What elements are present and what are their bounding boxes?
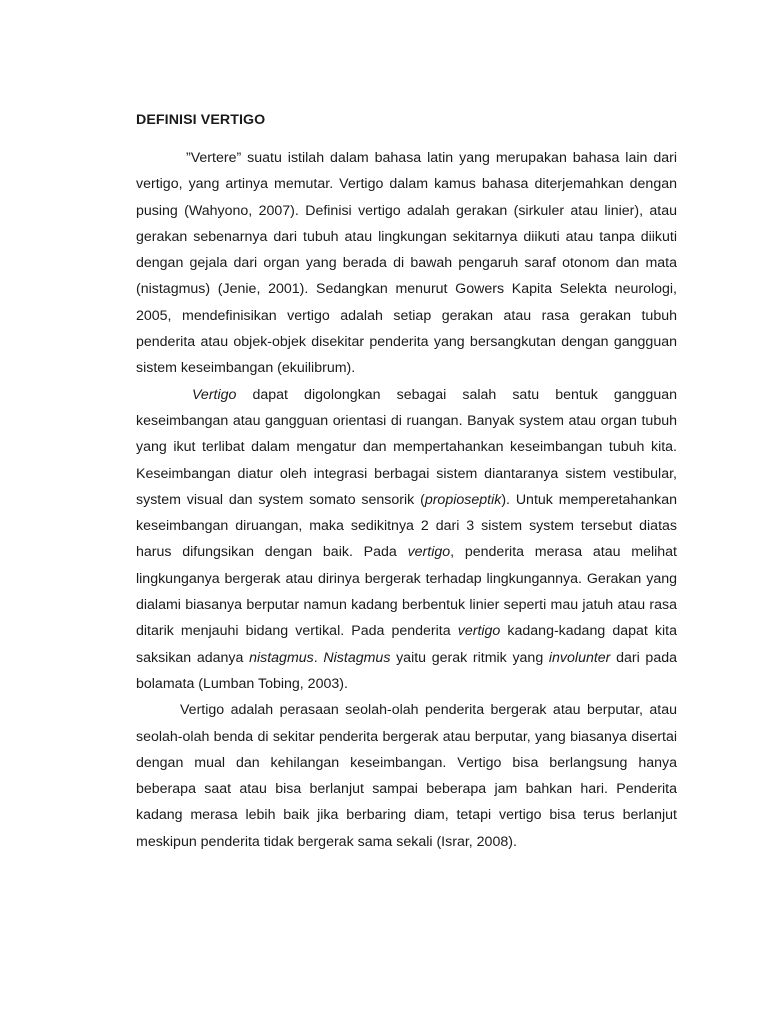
- italic-term: vertigo: [407, 544, 451, 561]
- text-run: ”Vertere” suatu istilah dalam bahasa latin yang merupakan bahasa lain dari vertigo, yang artinya memutar. Vertigo dalam kamus bahasa diterjemahkan dengan pusing (Wahyono, 2007). Definisi vertigo adalah gerakan (sirkuler atau linier), atau gerakan sebenarnya dari tubuh atau lingkungan sekitarnya diikuti atau tanpa diikuti dengan gejala dari organ yang berada di bawah pengaruh saraf otonom dan mata (nistagmus) (Jenie, 2001). Sedangkan menurut Gowers Kapita Selekta neurologi, 2005, mendefinisikan vertigo adalah setiap gerakan atau rasa gerakan tubuh penderita atau objek-objek disekitar penderita yang bersangkutan dengan gangguan sistem keseimbangan (ekuilibrum).: [136, 150, 677, 377]
- paragraph-1: [136, 145, 677, 382]
- italic-term: vertigo: [457, 623, 501, 640]
- text-run: , penderita merasa atau melihat lingkunganya bergerak atau dirinya bergerak terhadap lingkungannya. Gerakan yang dialami biasanya berputar namun kadang berbentuk linier seperti mau jatuh atau rasa ditarik menjauhi bidang vertikal. Pada penderita: [136, 544, 677, 640]
- italic-term: involunter: [548, 649, 611, 666]
- text-run: Vertigo adalah perasaan seolah-olah penderita bergerak atau berputar, atau seolah-olah benda di sekitar penderita bergerak atau berputar, yang biasanya disertai dengan mual dan kehilangan keseimbangan. Vertigo bisa berlangsung hanya beberapa saat atau bisa berlanjut sampai beberapa jam bahkan hari. Penderita kadang merasa lebih baik jika berbaring diam, tetapi vertigo bisa terus berlanjut meskipun penderita tidak bergerak sama sekali (Israr, 2008).: [136, 702, 677, 850]
- document-title: DEFINISI VERTIGO: [136, 112, 266, 128]
- text-run: dari pada bolamata (Lumban Tobing, 2003).: [136, 649, 677, 692]
- document-body: [136, 145, 677, 855]
- paragraph-2: [136, 382, 677, 698]
- italic-term: Nistagmus: [323, 649, 391, 666]
- text-run: yaitu gerak ritmik yang: [390, 649, 549, 666]
- italic-term: nistagmus: [249, 649, 314, 666]
- italic-term: propioseptik: [424, 491, 502, 508]
- text-run: .: [313, 649, 324, 666]
- paragraph-3: [136, 697, 677, 855]
- italic-term: Vertigo: [192, 386, 237, 403]
- text-run: kadang-kadang dapat kita saksikan adanya: [136, 623, 677, 666]
- text-run: ). Untuk memperetahankan keseimbangan diruangan, maka sedikitnya 2 dari 3 sistem system tersebut diatas harus difungsikan dengan baik. Pada: [136, 491, 677, 561]
- text-run: dapat digolongkan sebagai salah satu bentuk gangguan keseimbangan atau gangguan orientasi di ruangan. Banyak system atau organ tubuh yang ikut terlibat dalam mengatur dan mempertahankan keseimbangan tubuh kita. Keseimbangan diatur oleh integrasi berbagai sistem diantaranya sistem vestibular, system visual dan system somato sensorik (: [136, 386, 677, 508]
